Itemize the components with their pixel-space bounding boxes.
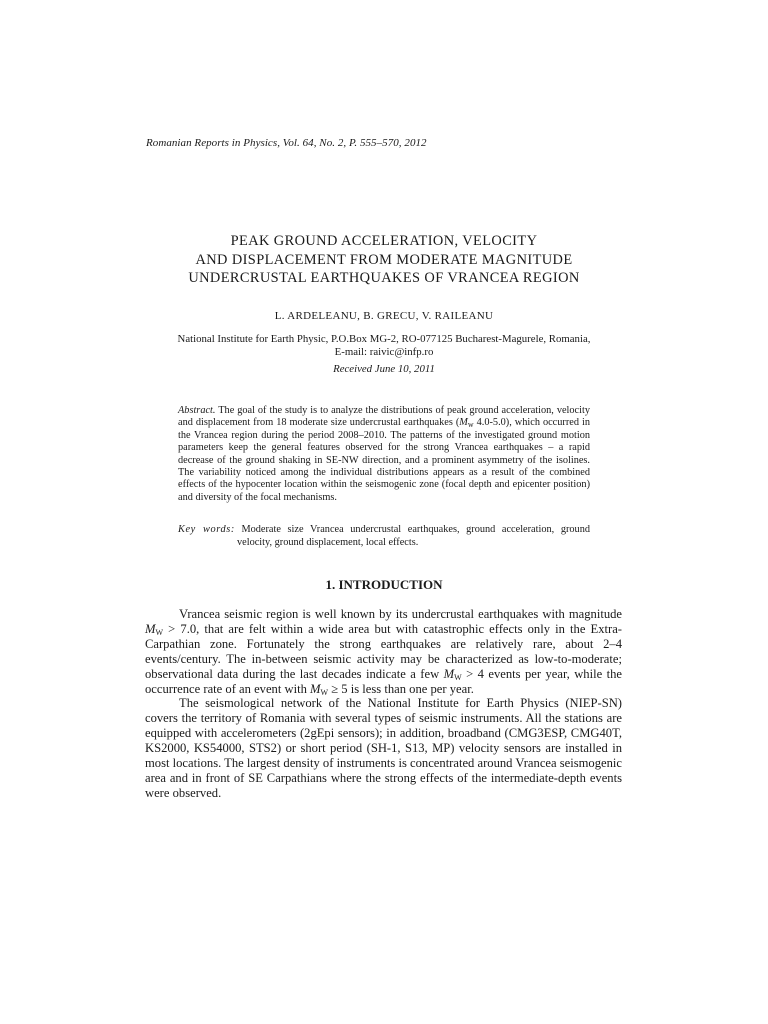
paragraph: Vrancea seismic region is well known by its undercrustal earthquakes with magnitude $M_W > 7.0$, that are felt within a wide area but with catastrophic effects only in the Extra-Carpathian zone. Fortunately the strong earthquakes are relatively rare, about 2–4 events/century. The in-between seismic activity may be characterized as low-to-moderate; observational data during the last decades indicate a few $M_W > 4$ events per year, while the occurrence rate of an event with $M_W \ge 5$ is less than one per year. bbox=[145, 607, 622, 697]
received-date: Received June 10, 2011 bbox=[333, 363, 435, 375]
magnitude-symbol: $M_W$ bbox=[443, 666, 462, 682]
keywords-text: Moderate size Vrancea undercrustal earthquakes, ground acceleration, ground velocity, ground displacement, local effects. bbox=[237, 524, 591, 548]
affiliation-line: National Institute for Earth Physic, P.O.Box MG-2, RO-077125 Bucharest-Magurele, Romania, bbox=[177, 333, 591, 345]
title-line: UNDERCRUSTAL EARTHQUAKES OF VRANCEA REGION bbox=[188, 270, 580, 286]
magnitude-symbol: $M_W$ bbox=[310, 681, 329, 697]
paragraph: The seismological network of the National Institute for Earth Physics (NIEP-SN) covers the territory of Romania with several types of seismic instruments. All the stations are equipped with accelerometers (2gEpi sensors); in addition, broadband (CMG3ESP, CMG40T, KS2000, KS54000, STS2) or short period (SH-1, S13, MP) velocity sensors are installed in most locations. The largest density of instruments is concentrated around Vrancea seismogenic area and in front of SE Carpathians where the strong effects of the intermediate-depth events were observed. bbox=[145, 696, 622, 800]
title-line: PEAK GROUND ACCELERATION, VELOCITY bbox=[230, 233, 538, 249]
body-text bbox=[145, 607, 622, 801]
magnitude-symbol: $M_w$ bbox=[459, 417, 474, 430]
abstract bbox=[178, 405, 590, 504]
journal-reference: Romanian Reports in Physics, Vol. 64, No. 2, P. 555–570, 2012 bbox=[146, 137, 427, 149]
keywords-label: Key words: bbox=[178, 524, 235, 535]
title-line: AND DISPLACEMENT FROM MODERATE MAGNITUDE bbox=[195, 251, 573, 268]
affiliation bbox=[0, 333, 768, 358]
abstract-text: The goal of the study is to analyze the distributions of peak ground acceleration, velocity and displacement from 18 moderate size undercrustal earthquakes ( bbox=[178, 405, 590, 429]
abstract-label: Abstract. bbox=[178, 405, 216, 416]
magnitude-symbol: $M_W$ bbox=[145, 621, 164, 637]
abstract-text-cont: 4.0-5.0), which occurred in the Vrancea region during the period 2008–2010. The patterns of the investigated ground motion parameters keep the general features observed for the strong Vrancea earthquakes – a rapid decrease of the ground shaking in SE-NW direction, and a prominent asymmetry of the isolines. The variability noticed among the individual distributions appears as a result of the combined effects of the hypocenter location within the seismogenic zone (focal depth and epicenter position) and diversity of the focal mechanisms. bbox=[178, 417, 590, 503]
section-heading: 1. INTRODUCTION bbox=[325, 577, 443, 592]
affiliation-email: E-mail: raivic@infp.ro bbox=[334, 345, 434, 358]
paper-title bbox=[0, 232, 768, 288]
keywords bbox=[178, 523, 590, 549]
authors: L. ARDELEANU, B. GRECU, V. RAILEANU bbox=[274, 310, 494, 322]
